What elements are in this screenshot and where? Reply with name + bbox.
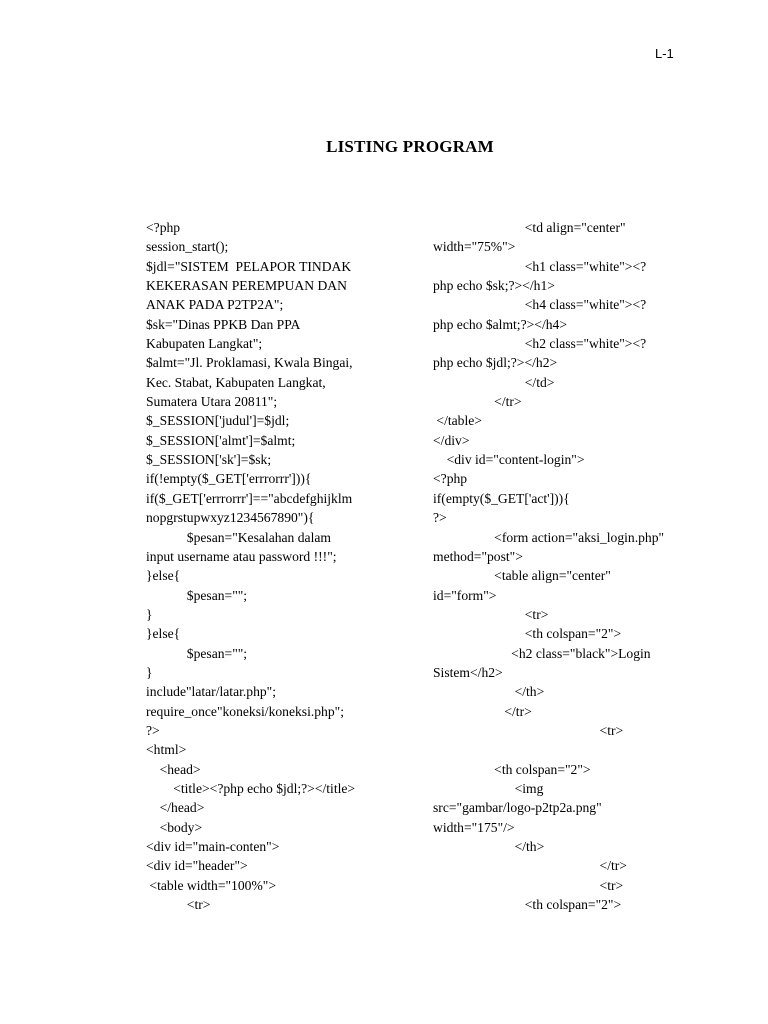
code-line: <tr>: [433, 606, 549, 622]
code-line: }: [146, 664, 153, 680]
code-line: include"latar/latar.php";: [146, 684, 276, 700]
code-line: if($_GET['errrorrr']=="abcdefghijklm: [146, 490, 353, 506]
code-line: <h2 class="black">Login: [433, 645, 651, 661]
code-line: session_start();: [146, 239, 229, 255]
code-line: <?php: [433, 471, 468, 487]
code-line: <?php: [146, 220, 181, 235]
code-line: <h2 class="white"><?: [433, 336, 647, 352]
code-line: php echo $jdl;?></h2>: [433, 355, 558, 371]
code-line: require_once"koneksi/koneksi.php";: [146, 703, 344, 719]
code-line: <div id="header">: [146, 858, 248, 874]
code-line: <title><?php echo $jdl;?></title>: [146, 780, 356, 796]
code-line: input username atau password !!!";: [146, 548, 337, 564]
code-line: <form action="aksi_login.php": [433, 529, 665, 545]
code-line: <img: [433, 780, 544, 796]
code-line: }else{: [146, 568, 181, 584]
code-line: <div id="main-conten">: [146, 839, 280, 854]
code-line: <body>: [146, 819, 203, 835]
code-line: <h1 class="white"><?: [433, 258, 647, 274]
code-line: php echo $sk;?></h1>: [433, 278, 555, 294]
code-line: method="post">: [433, 548, 523, 564]
code-line: </div>: [433, 432, 470, 448]
code-line: </tr>: [433, 703, 532, 719]
code-line: }: [146, 606, 153, 622]
code-line: </th>: [433, 839, 545, 854]
code-line: <h4 class="white"><?: [433, 297, 647, 313]
code-line: width="175"/>: [433, 819, 515, 835]
code-line: }else{: [146, 626, 181, 642]
code-line: $pesan="Kesalahan dalam: [146, 529, 331, 545]
code-line: </th>: [433, 684, 545, 700]
code-line: <table width="100%">: [146, 877, 276, 893]
code-line: </tr>: [433, 394, 522, 410]
code-line: KEKERASAN PEREMPUAN DAN: [146, 278, 347, 294]
page-title: LISTING PROGRAM: [326, 137, 494, 156]
code-line: $sk="Dinas PPKB Dan PPA: [146, 316, 301, 332]
code-line: if(empty($_GET['act'])){: [433, 490, 570, 506]
code-line: </td>: [433, 374, 555, 390]
code-line: src="gambar/logo-p2tp2a.png": [433, 800, 602, 816]
code-line: [433, 740, 693, 759]
code-line: <div id="content-login">: [433, 452, 585, 468]
code-line: php echo $almt;?></h4>: [433, 316, 567, 332]
code-line: <html>: [146, 742, 187, 758]
code-column-left: [146, 218, 396, 914]
code-column-right: [433, 218, 693, 914]
code-line: </head>: [146, 800, 205, 816]
code-line: Kec. Stabat, Kabupaten Langkat,: [146, 374, 326, 390]
code-line: <tr>: [433, 722, 624, 738]
code-line: ANAK PADA P2TP2A";: [146, 297, 284, 313]
code-line: <th colspan="2">: [433, 897, 622, 913]
code-line: ?>: [146, 722, 160, 738]
code-line: if(!empty($_GET['errrorrr'])){: [146, 471, 312, 487]
code-line: $jdl="SISTEM PELAPOR TINDAK: [146, 258, 352, 274]
code-line: </tr>: [433, 858, 627, 874]
code-line: $almt="Jl. Proklamasi, Kwala Bingai,: [146, 355, 353, 371]
code-line: <head>: [146, 761, 201, 777]
code-line: ?>: [433, 510, 447, 526]
code-line: Kabupaten Langkat";: [146, 336, 263, 352]
page-number: L-1: [655, 46, 674, 61]
code-line: $_SESSION['judul']=$jdl;: [146, 413, 290, 429]
code-line: $pesan="";: [146, 587, 248, 603]
code-line: <tr>: [146, 897, 211, 913]
code-line: <tr>: [433, 877, 624, 893]
code-line: width="75%">: [433, 239, 516, 255]
code-line: </table>: [433, 413, 482, 429]
code-line: Sumatera Utara 20811";: [146, 394, 278, 410]
code-line: $_SESSION['sk']=$sk;: [146, 452, 272, 468]
code-line: <table align="center": [433, 568, 611, 584]
code-line: id="form">: [433, 587, 497, 603]
code-line: $pesan="";: [146, 645, 248, 661]
code-line: <th colspan="2">: [433, 761, 591, 777]
code-line: <td align="center": [433, 220, 626, 235]
code-line: $_SESSION['almt']=$almt;: [146, 432, 296, 448]
code-line: <th colspan="2">: [433, 626, 622, 642]
code-line: Sistem</h2>: [433, 664, 503, 680]
code-line: nopgrstupwxyz1234567890"){: [146, 510, 315, 526]
